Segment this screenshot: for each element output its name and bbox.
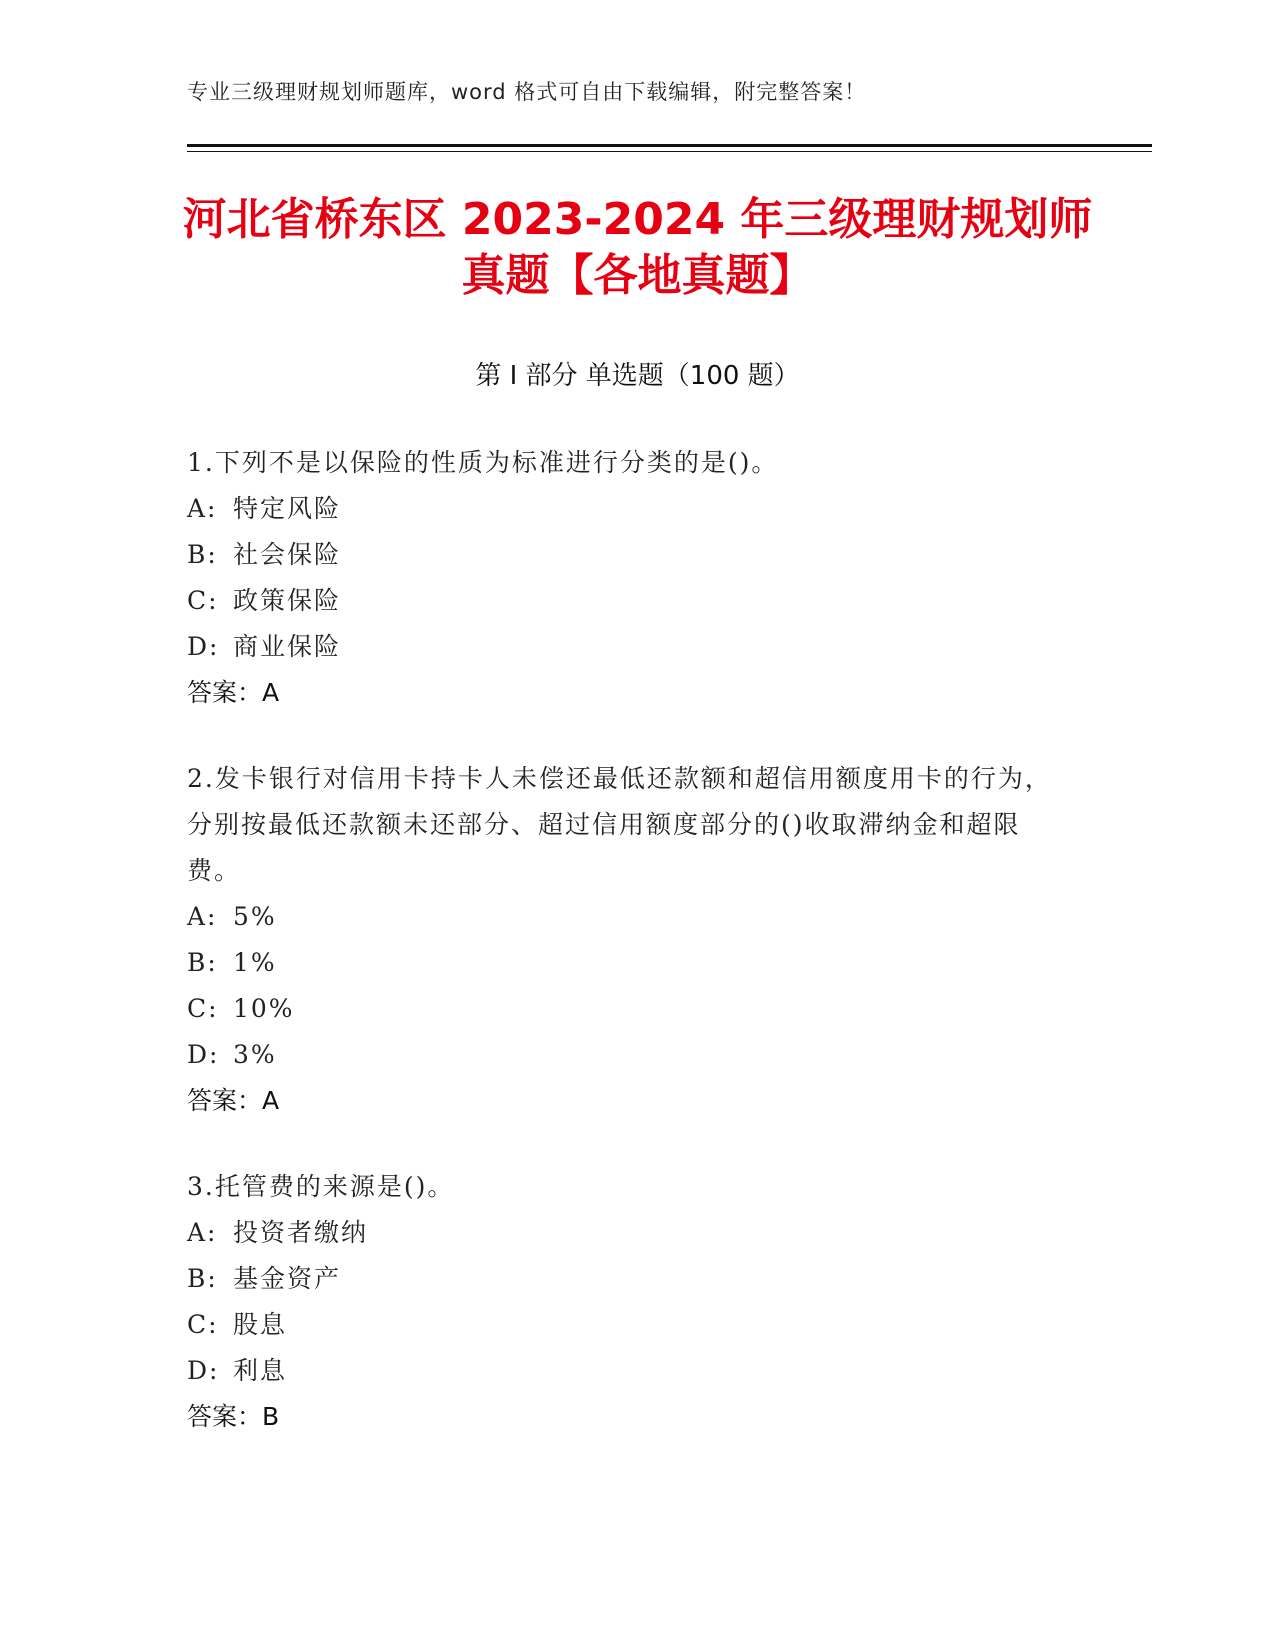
option-letter: A: [187, 1218, 218, 1247]
header-divider-thick [187, 144, 1152, 147]
question-stem: 2.发卡银行对信用卡持卡人未偿还最低还款额和超信用额度用卡的行为，分别按最低还款额未还部分、超过信用额度部分的()收取滞纳金和超限费。 [187, 764, 1052, 885]
option-text: 社会保险 [233, 540, 342, 569]
option-letter: A: [187, 902, 218, 931]
question-item [187, 1164, 1067, 1440]
question-option [187, 624, 1067, 670]
question-answer: 答案：A [187, 678, 280, 707]
question-option [187, 486, 1067, 532]
title-line-1: 河北省桥东区 2023-2024 年三级理财规划师 [182, 194, 1093, 245]
question-answer: 答案：A [187, 1086, 280, 1115]
option-letter: C: [187, 586, 219, 615]
question-option [187, 1302, 1067, 1348]
question-option [187, 940, 1067, 986]
option-letter: B: [187, 540, 218, 569]
question-option [187, 1348, 1067, 1394]
option-letter: D: [187, 1356, 220, 1385]
option-text: 商业保险 [233, 632, 342, 661]
option-letter: B: [187, 1264, 218, 1293]
option-text: 1% [233, 948, 277, 977]
option-letter: C: [187, 1310, 219, 1339]
option-text: 3% [233, 1040, 277, 1069]
option-text: 利息 [233, 1356, 288, 1385]
option-text: 基金资产 [233, 1264, 342, 1293]
question-option [187, 986, 1067, 1032]
option-letter: D: [187, 1040, 220, 1069]
option-letter: C: [187, 994, 219, 1023]
question-item [187, 440, 1067, 716]
title-line-2: 真题【各地真题】 [461, 250, 814, 301]
option-letter: D: [187, 632, 220, 661]
option-letter: A: [187, 494, 218, 523]
header-note: 专业三级理财规划师题库，word 格式可自由下载编辑，附完整答案！ [187, 80, 867, 104]
question-stem: 3.托管费的来源是()。 [187, 1172, 455, 1201]
question-option [187, 894, 1067, 940]
option-text: 10% [233, 994, 295, 1023]
option-text: 政策保险 [233, 586, 342, 615]
question-answer: 答案：B [187, 1402, 280, 1431]
question-option [187, 532, 1067, 578]
option-text: 5% [233, 902, 277, 931]
question-option [187, 1032, 1067, 1078]
question-option [187, 1256, 1067, 1302]
option-text: 特定风险 [233, 494, 342, 523]
option-letter: B: [187, 948, 218, 977]
option-text: 投资者缴纳 [233, 1218, 369, 1247]
option-text: 股息 [233, 1310, 288, 1339]
question-item [187, 756, 1067, 1124]
section-title: 第 I 部分 单选题（100 题） [475, 361, 800, 391]
header-divider-thin [187, 151, 1152, 152]
document-title [130, 192, 1145, 304]
question-list [187, 440, 1067, 1480]
question-option [187, 578, 1067, 624]
question-option [187, 1210, 1067, 1256]
question-stem: 1.下列不是以保险的性质为标准进行分类的是()。 [187, 448, 779, 477]
